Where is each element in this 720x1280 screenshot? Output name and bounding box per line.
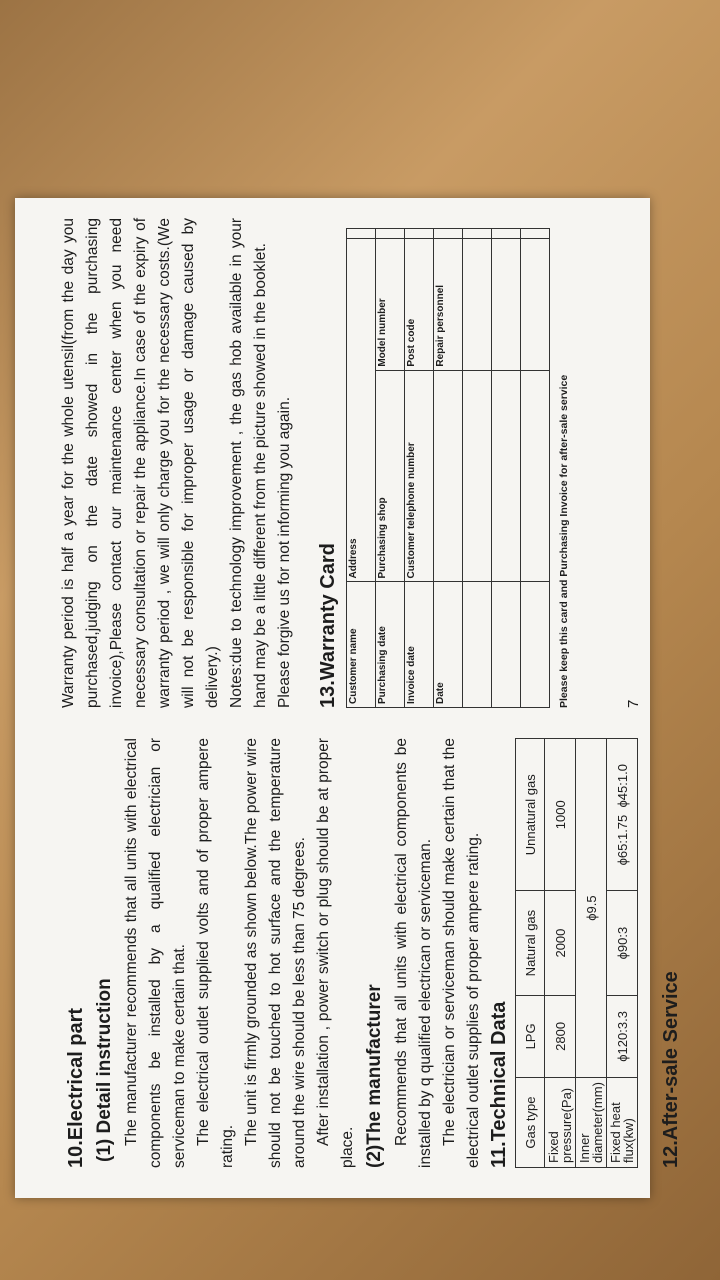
table-cell: Customer telephone number [405, 370, 434, 582]
table-cell-part: ϕ65:1.75 [614, 814, 630, 866]
table-cell: 1000 [545, 739, 576, 891]
paragraph: Warranty period is half a year for the whole utensil(from the day you purchased,judging on the date showed in the purchasing invoice),Please contact our maintenance center when you need necessary consultation or repair the appliance.In case of the expiry of warranty period , we will only charge you for the necessary costs.(We will not be responsible for improper usage or damage caused by delivery.) [60, 218, 221, 708]
table-cell: Date [434, 582, 463, 708]
section-13-heading: 13.Warranty Card [317, 543, 339, 708]
paragraph: Recommends that all units with electrical components be installed by q qualified electrican or serviceman. [393, 738, 434, 1168]
table-cell [521, 229, 550, 239]
section-12-heading: 12.After-sale Service [660, 971, 682, 1168]
table-row [576, 739, 607, 1168]
section-11-heading: 11.Technical Data [488, 1001, 510, 1168]
paragraph: After installation , power switch or plug should be at proper place. [315, 738, 356, 1168]
table-cell [607, 739, 638, 891]
table-cell: Purchasing shop [376, 370, 405, 582]
page-number: 7 [625, 699, 642, 708]
paragraph: The electrical outlet supplied volts and of proper ampere rating. [195, 738, 236, 1168]
table-cell: Inner diameter(mm) [576, 1078, 607, 1168]
table-cell: Gas type [516, 1078, 545, 1168]
paragraph: The electrician or serviceman should make certain that the electrical outlet supplies of proper ampere rating. [441, 738, 482, 1168]
left-column [65, 738, 689, 1168]
table-cell: Natural gas [516, 891, 545, 995]
table-cell [492, 370, 521, 582]
subsection-manufacturer-heading: (2)The manufacturer [364, 984, 385, 1168]
table-row [545, 739, 576, 1168]
right-column [57, 218, 570, 708]
subsection-detail-heading: (1) Detail instruction [94, 978, 115, 1162]
table-row [521, 229, 550, 708]
paragraph: Please forgive us for not informing you again. [276, 396, 293, 708]
manual-page [15, 198, 682, 1198]
technical-data-table [515, 738, 638, 1168]
section-10-heading: 10.Electrical part [65, 1007, 87, 1168]
table-row [434, 229, 463, 708]
table-cell [434, 229, 463, 239]
table-cell: ϕ9.5 [576, 739, 607, 1078]
table-cell: Unnatural gas [516, 739, 545, 891]
table-cell: Model number [376, 239, 405, 370]
table-cell: Fixed pressure(Pa) [545, 1078, 576, 1168]
table-cell [521, 582, 550, 708]
table-cell: Post code [405, 239, 434, 370]
warranty-card-table [346, 228, 550, 708]
table-cell [492, 582, 521, 708]
table-row [516, 739, 545, 1168]
table-cell [463, 582, 492, 708]
table-cell [463, 370, 492, 582]
paragraph: Notes:due to technology improvement , the gas hob available in your hand may be a little different from the picture showed in the booklet. [228, 218, 269, 708]
table-row [347, 229, 376, 708]
table-cell: 2000 [545, 891, 576, 995]
table-row [405, 229, 434, 708]
table-cell: ϕ120:3.3 [607, 995, 638, 1077]
table-cell: ϕ90:3 [607, 891, 638, 995]
table-cell [492, 239, 521, 370]
table-row [376, 229, 405, 708]
table-cell [347, 229, 376, 239]
table-cell [376, 229, 405, 239]
table-cell: Invoice date [405, 582, 434, 708]
table-cell: Customer name [347, 582, 376, 708]
table-cell-part: ϕ45:1.0 [614, 764, 630, 808]
table-cell [434, 370, 463, 582]
table-cell [492, 229, 521, 239]
table-cell: Purchasing date [376, 582, 405, 708]
paragraph: The manufacturer recommends that all units with electrical components be installed by a qualified electrician or serviceman to make certain that. [123, 738, 188, 1168]
table-cell: 2800 [545, 995, 576, 1077]
table-cell [463, 239, 492, 370]
table-cell [521, 239, 550, 370]
table-cell: Address [347, 239, 376, 582]
paragraph: The unit is firmly grounded as shown below.The power wire should not be touched to hot surface and the temperature around the wire should be less than 75 degrees. [243, 738, 308, 1168]
table-cell: Fixed heat flux(kw) [607, 1078, 638, 1168]
table-cell: Repair personnel [434, 239, 463, 370]
warranty-footer-note: Please keep this card and Purchasing Invoice for after-sale service [558, 374, 570, 708]
table-cell: LPG [516, 995, 545, 1077]
table-cell [405, 229, 434, 239]
table-row [463, 229, 492, 708]
table-row [607, 739, 638, 1168]
table-cell [463, 229, 492, 239]
table-cell [521, 370, 550, 582]
table-row [492, 229, 521, 708]
